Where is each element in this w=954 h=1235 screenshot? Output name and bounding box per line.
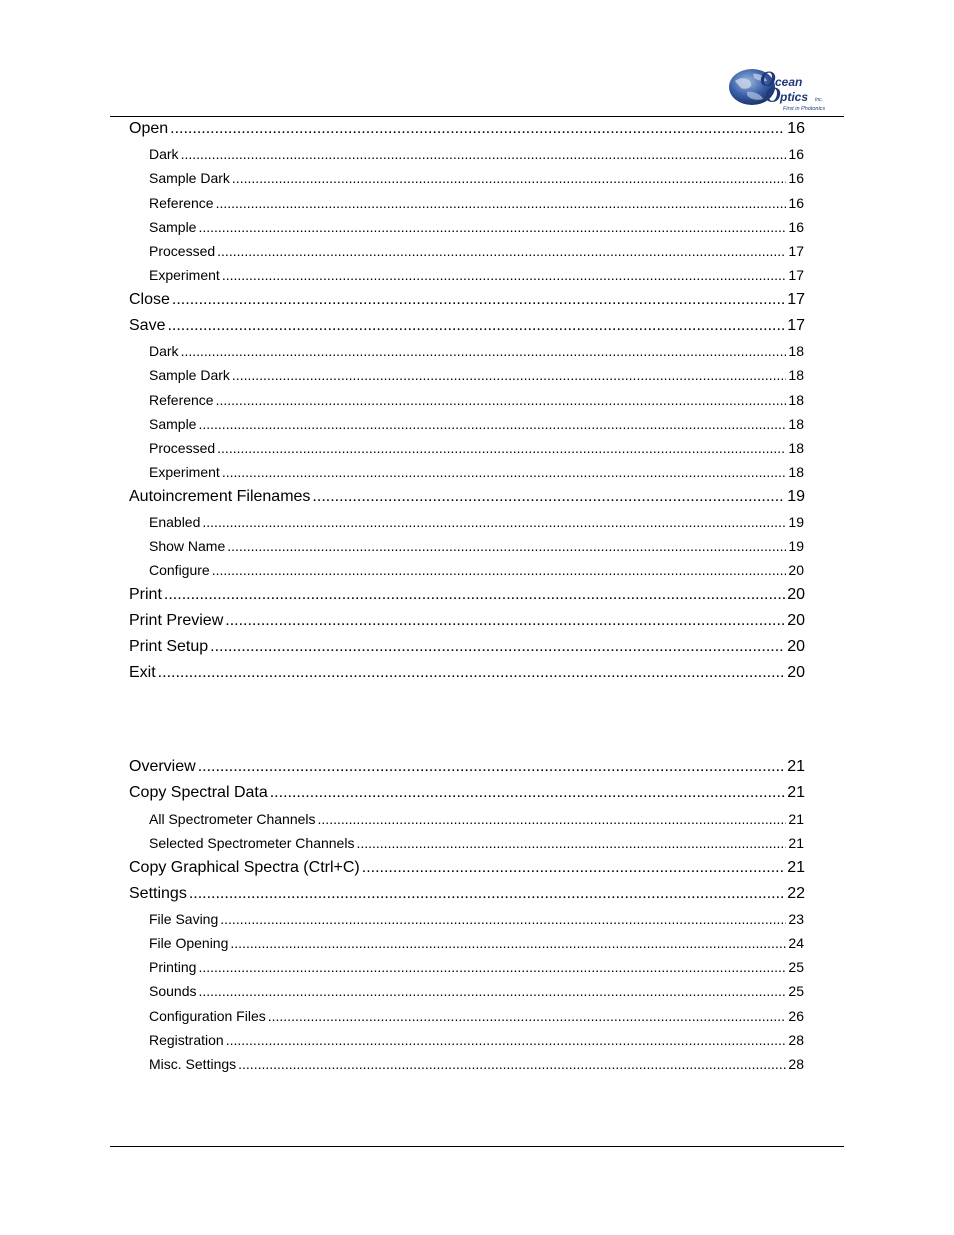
toc-leader-dots [198, 983, 786, 999]
toc-leader-dots [217, 440, 786, 456]
toc-entry-label: Registration [149, 1031, 224, 1048]
toc-entry-label: Save [129, 316, 166, 334]
toc-entry-label: Print Preview [129, 611, 224, 629]
toc-entry[interactable] [129, 885, 805, 903]
toc-entry-label: Configure [149, 561, 210, 578]
toc-entry[interactable] [129, 664, 805, 682]
toc-entry-label: Autoincrement Filenames [129, 487, 311, 505]
toc-entry[interactable] [149, 440, 804, 456]
toc-leader-dots [181, 146, 787, 162]
svg-text:cean: cean [775, 75, 803, 89]
toc-entry-page: 20 [787, 637, 805, 655]
toc-leader-dots [170, 120, 785, 138]
toc-entry-page: 20 [788, 561, 804, 578]
toc-leader-dots [225, 612, 785, 630]
toc-entry-page: 21 [788, 834, 804, 851]
toc-entry-page: 26 [788, 1007, 804, 1024]
toc-entry[interactable] [149, 935, 804, 951]
toc-entry-label: Dark [149, 145, 179, 162]
toc-entry-page: 18 [788, 366, 804, 383]
svg-text:Inc.: Inc. [815, 97, 824, 103]
toc-entry[interactable] [149, 170, 804, 186]
toc-entry[interactable] [149, 464, 804, 480]
toc-entry[interactable] [149, 1032, 804, 1048]
toc-leader-dots [226, 1032, 787, 1048]
toc-entry-page: 17 [788, 242, 804, 259]
toc-entry-label: Dark [149, 342, 179, 359]
toc-entry-label: Enabled [149, 513, 201, 530]
toc-entry-page: 17 [787, 316, 805, 334]
toc-entry-page: 21 [787, 858, 805, 876]
toc-leader-dots [362, 859, 785, 877]
toc-entry-label: Open [129, 119, 169, 137]
toc-leader-dots [202, 514, 786, 530]
toc-entry-label: File Saving [149, 910, 219, 927]
toc-entry-label: Processed [149, 439, 216, 456]
toc-leader-dots [172, 291, 785, 309]
toc-leader-dots [230, 935, 786, 951]
toc-entry-page: 21 [787, 757, 805, 775]
toc-leader-dots [198, 219, 786, 235]
toc-entry-page: 17 [787, 290, 805, 308]
toc-leader-dots [198, 758, 786, 776]
toc-leader-dots [198, 959, 786, 975]
toc-entry-page: 20 [787, 611, 805, 629]
toc-entry[interactable] [129, 859, 805, 877]
toc-leader-dots [217, 243, 786, 259]
toc-entry[interactable] [149, 343, 804, 359]
toc-entry-label: Experiment [149, 266, 220, 283]
toc-entry-label: Close [129, 290, 170, 308]
toc-entry[interactable] [129, 586, 805, 604]
toc-entry-label: Overview [129, 757, 196, 775]
toc-leader-dots [198, 416, 786, 432]
toc-leader-dots [232, 367, 787, 383]
toc-entry-label: Exit [129, 663, 156, 681]
toc-entry[interactable] [149, 392, 804, 408]
toc-leader-dots [232, 170, 787, 186]
toc-leader-dots [216, 195, 787, 211]
svg-text:ptics: ptics [780, 90, 809, 104]
toc-entry-label: Print Setup [129, 637, 209, 655]
toc-entry[interactable] [149, 811, 804, 827]
toc-entry-label: Misc. Settings [149, 1055, 237, 1072]
toc-entry[interactable] [129, 638, 805, 656]
toc-entry[interactable] [149, 514, 804, 530]
toc-entry[interactable] [149, 146, 804, 162]
toc-leader-dots [164, 586, 785, 604]
toc-entry[interactable] [149, 835, 804, 851]
toc-entry[interactable] [149, 219, 804, 235]
toc-entry-page: 16 [788, 218, 804, 235]
toc-entry-label: Reference [149, 194, 214, 211]
toc-entry-label: Reference [149, 391, 214, 408]
toc-entry[interactable] [129, 291, 805, 309]
toc-entry-label: Sounds [149, 982, 197, 999]
toc-entry-page: 22 [787, 884, 805, 902]
toc-entry-page: 20 [787, 585, 805, 603]
toc-entry-page: 19 [787, 487, 805, 505]
toc-entry[interactable] [149, 562, 804, 578]
toc-entry[interactable] [149, 243, 804, 259]
toc-leader-dots [220, 911, 786, 927]
toc-leader-dots [189, 885, 785, 903]
toc-entry-label: Printing [149, 958, 197, 975]
toc-leader-dots [222, 464, 787, 480]
toc-entry[interactable] [129, 612, 805, 630]
toc-entry-page: 25 [788, 982, 804, 999]
toc-leader-dots [227, 538, 786, 554]
svg-text:O: O [765, 82, 781, 107]
toc-leader-dots [268, 1008, 787, 1024]
toc-leader-dots [222, 267, 787, 283]
toc-entry-label: All Spectrometer Channels [149, 810, 316, 827]
toc-entry-page: 18 [788, 342, 804, 359]
toc-entry[interactable] [149, 983, 804, 999]
toc-leader-dots [318, 811, 787, 827]
toc-leader-dots [181, 343, 787, 359]
toc-entry[interactable] [149, 195, 804, 211]
toc-entry[interactable] [149, 267, 804, 283]
toc-entry-label: Configuration Files [149, 1007, 266, 1024]
toc-entry-page: 21 [788, 810, 804, 827]
toc-entry-page: 24 [788, 934, 804, 951]
toc-entry-page: 19 [788, 513, 804, 530]
toc-entry-label: Copy Graphical Spectra (Ctrl+C) [129, 858, 360, 876]
toc-leader-dots [210, 638, 785, 656]
svg-text:First in Photonics: First in Photonics [783, 106, 826, 112]
toc-entry-label: Sample [149, 218, 197, 235]
toc-leader-dots [356, 835, 786, 851]
toc-entry-label: File Opening [149, 934, 229, 951]
toc-entry[interactable] [149, 367, 804, 383]
toc-leader-dots [158, 664, 786, 682]
toc-entry-label: Processed [149, 242, 216, 259]
toc-entry[interactable] [129, 488, 805, 506]
toc-entry-page: 16 [788, 169, 804, 186]
toc-entry-page: 28 [788, 1031, 804, 1048]
toc-entry[interactable] [149, 1008, 804, 1024]
toc-entry-page: 20 [787, 663, 805, 681]
toc-entry-label: Sample Dark [149, 366, 230, 383]
toc-entry-page: 16 [788, 145, 804, 162]
toc-entry[interactable] [129, 317, 805, 335]
toc-entry-label: Sample Dark [149, 169, 230, 186]
toc-entry[interactable] [149, 1056, 804, 1072]
toc-entry-page: 18 [788, 415, 804, 432]
toc-entry-label: Selected Spectrometer Channels [149, 834, 355, 851]
toc-leader-dots [270, 784, 785, 802]
toc-entry[interactable] [149, 959, 804, 975]
toc-entry[interactable] [129, 784, 805, 802]
toc-entry-label: Show Name [149, 537, 226, 554]
toc-leader-dots [216, 392, 787, 408]
toc-entry[interactable] [149, 911, 804, 927]
toc-leader-dots [167, 317, 785, 335]
toc-entry-page: 18 [788, 439, 804, 456]
toc-leader-dots [238, 1056, 786, 1072]
toc-entry[interactable] [129, 758, 805, 776]
toc-entry[interactable] [149, 416, 804, 432]
svg-text:O: O [760, 66, 776, 91]
toc-entry-label: Settings [129, 884, 187, 902]
toc-entry-page: 23 [788, 910, 804, 927]
toc-entry-page: 18 [788, 391, 804, 408]
toc-entry[interactable] [129, 120, 805, 138]
toc-entry-page: 19 [788, 537, 804, 554]
toc-entry-page: 25 [788, 958, 804, 975]
toc-entry-page: 16 [788, 194, 804, 211]
toc-entry-page: 21 [787, 783, 805, 801]
toc-leader-dots [212, 562, 787, 578]
toc-entry-label: Experiment [149, 463, 220, 480]
toc-entry-label: Sample [149, 415, 197, 432]
toc-entry-label: Print [129, 585, 162, 603]
toc-entry-page: 17 [788, 266, 804, 283]
toc-entry[interactable] [149, 538, 804, 554]
toc-entry-page: 16 [787, 119, 805, 137]
toc-leader-dots [312, 488, 785, 506]
toc-entry-label: Copy Spectral Data [129, 783, 268, 801]
toc-entry-page: 18 [788, 463, 804, 480]
toc-entry-page: 28 [788, 1055, 804, 1072]
